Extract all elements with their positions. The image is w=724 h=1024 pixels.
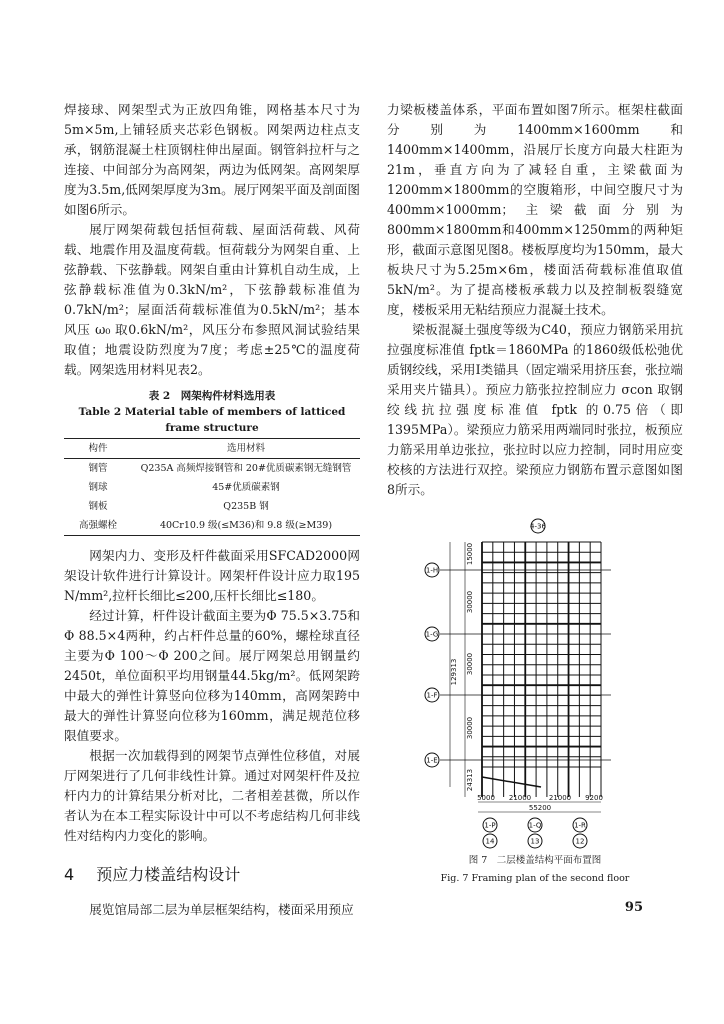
right-column	[387, 100, 683, 918]
paragraph: 力梁板楼盖体系，平面布置如图7所示。框架柱截面分别为1400mm×1600mm和1400mm×1400mm，沿展厅长度方向最大柱距为21m，垂直方向为了减轻自重，主梁截面为1200mm×1800mm的空腹箱形，中间空腹尺寸为400mm×1000mm；主梁截面分别为800mm×1800mm和400mm×1250mm的两种矩形，截面示意图见图8。楼板厚度均为150mm，最大板块尺寸为5.25m×6m，楼面活荷载标准值取值5kN/m²。为了提高楼板承载力以及控制板裂缝宽度，楼板采用无粘结预应力混凝土技术。	[387, 102, 683, 317]
paragraph: 网架内力、变形及杆件截面采用SFCAD2000网架设计软件进行计算设计。网架杆件设计应力取195 N/mm²,拉杆长细比≤200,压杆长细比≤180。	[64, 548, 360, 603]
vertical-dim: 30000	[466, 716, 474, 740]
axis-bubble-top-label: 4-36	[530, 522, 546, 531]
paragraph: 焊接球、网架型式为正放四角锥，网格基本尺寸为5m×5m,上铺轻质夹芯彩色钢板。网架两边柱点支承，钢筋混凝土柱顶钢柱伸出屋面。钢管斜拉杆与之连接、中间部分为高网架，两边为低网架。高网架厚度为3.5m,低网架厚度为3m。展厅网架平面及剖面图如图6所示。	[64, 102, 360, 217]
paragraph: 梁板混凝土强度等级为C40，预应力钢筋采用抗拉强度标准值 fptk＝1860MPa 的1860级低松弛优质钢绞线，采用I类锚具（固定端采用挤压套，张拉端采用夹片锚具）。预应力筋张拉控制应力 σcon 取钢绞线抗拉强度标准值 fptk 的0.75倍（即1395MPa）。梁预应力筋采用两端同时张拉，板预应力筋采用单边张拉，张拉时以应力控制，同时用应变校核的方法进行双控。梁预应力钢筋布置示意图如图8所示。	[387, 322, 683, 497]
cell: 钢球	[88, 482, 108, 493]
horizontal-dim: 21000	[548, 794, 572, 802]
edge-beam	[482, 777, 541, 787]
framing-plan-figure	[420, 512, 640, 852]
cell: Q235B 钢	[223, 501, 269, 512]
cell: 钢板	[88, 501, 108, 512]
header-cell: 选用材料	[132, 439, 360, 459]
axis-bubble-bottom-label: 12	[575, 837, 585, 846]
horizontal-dim: 21000	[508, 794, 532, 802]
axis-bubble-bottom-label: 1-Q	[528, 821, 542, 830]
page-number: 95	[624, 900, 643, 915]
vertical-dim: 15000	[466, 542, 474, 566]
figure-7	[387, 512, 683, 888]
axis-bubble-bottom-label: 14	[485, 837, 495, 846]
table-caption-en-line2: frame structure	[165, 422, 259, 434]
table-caption-cn: 表 2 网架构件材料选用表	[148, 390, 276, 402]
figure-caption-en: Fig. 7 Framing plan of the second floor	[440, 873, 630, 884]
table-row	[64, 478, 360, 497]
table-row	[64, 497, 360, 516]
header-cell: 构件	[64, 439, 132, 459]
paragraph: 展厅网架荷载包括恒荷载、屋面活荷载、风荷载、地震作用及温度荷载。恒荷载分为网架自重、上弦静载、下弦静载。网架自重由计算机自动生成，上弦静载标准值为0.3kN/m²，下弦静载标准值为0.7kN/m²；屋面活荷载标准值为0.5kN/m²；基本风压 ω₀ 取0.6kN/m²，风压分布参照风洞试验结果取值；地震设防烈度为7度；考虑±25℃的温度荷载。网架选用材料见表2。	[64, 222, 360, 377]
axis-bubble-1-G-label: 1-G	[425, 630, 439, 639]
section-heading	[64, 864, 360, 886]
table-row	[64, 516, 360, 536]
table-caption-en-line1: Table 2 Material table of members of latticed	[78, 406, 346, 418]
horizontal-total-dim: 55200	[528, 804, 552, 812]
paragraph: 根据一次加载得到的网架节点弹性位移值，对展厅网架进行了几何非线性计算。通过对网架杆件及拉杆内力的计算结果分析对比，二者相差甚微，所以作者认为在本工程实际设计中可以不考虑结构几何非线性对结构内力变化的影响。	[64, 748, 360, 843]
axis-bubble-1-E-label: 1-E	[426, 756, 438, 765]
axis-bubble-1-F-label: 1-F	[426, 691, 438, 700]
total-dim: 129313	[450, 658, 458, 686]
table-header-row	[64, 439, 360, 459]
paragraph: 展览馆局部二层为单层框架结构，楼面采用预应	[89, 902, 354, 917]
table-row	[64, 459, 360, 479]
axis-bubble-bottom-label: 13	[530, 837, 540, 846]
cell: 高强螺栓	[78, 520, 117, 531]
vertical-dim: 30000	[466, 652, 474, 676]
section-title: 预应力楼盖结构设计	[96, 865, 241, 884]
left-column	[64, 100, 360, 920]
axis-bubble-1-H-label: 1-H	[425, 566, 439, 575]
axis-bubble-bottom-label: 1-R	[574, 821, 586, 830]
axis-bubble-bottom-label: 1-P	[484, 821, 496, 830]
figure-caption-cn: 图 7 二层楼盖结构平面布置图	[468, 855, 602, 866]
section-number: 4	[64, 865, 75, 884]
cell: 45#优质碳素钢	[212, 482, 280, 493]
vertical-dim: 30000	[466, 590, 474, 614]
cell: 钢管	[88, 463, 108, 474]
material-table	[64, 438, 360, 536]
horizontal-dim: 9200	[585, 794, 603, 802]
paragraph: 经过计算，杆件设计截面主要为Φ 75.5×3.75和Φ 88.5×4两种，约占杆件总量的60%，螺栓球直径主要为Φ 100～Φ 200之间。展厅网架总用钢量约2450t，单位面积平均用钢量44.5kg/m²。低网架跨中最大的弹性计算竖向位移为140mm，高网架跨中最大的弹性计算竖向位移为160mm，满足规范位移限值要求。	[64, 608, 360, 743]
horizontal-dim: 5000	[477, 794, 495, 802]
cell: 40Cr10.9 级(≤M36)和 9.8 级(≥M39)	[159, 520, 333, 531]
vertical-dim: 24313	[466, 768, 474, 792]
cell: Q235A 高频焊接钢管和 20#优质碳素钢无缝钢管	[140, 463, 352, 474]
